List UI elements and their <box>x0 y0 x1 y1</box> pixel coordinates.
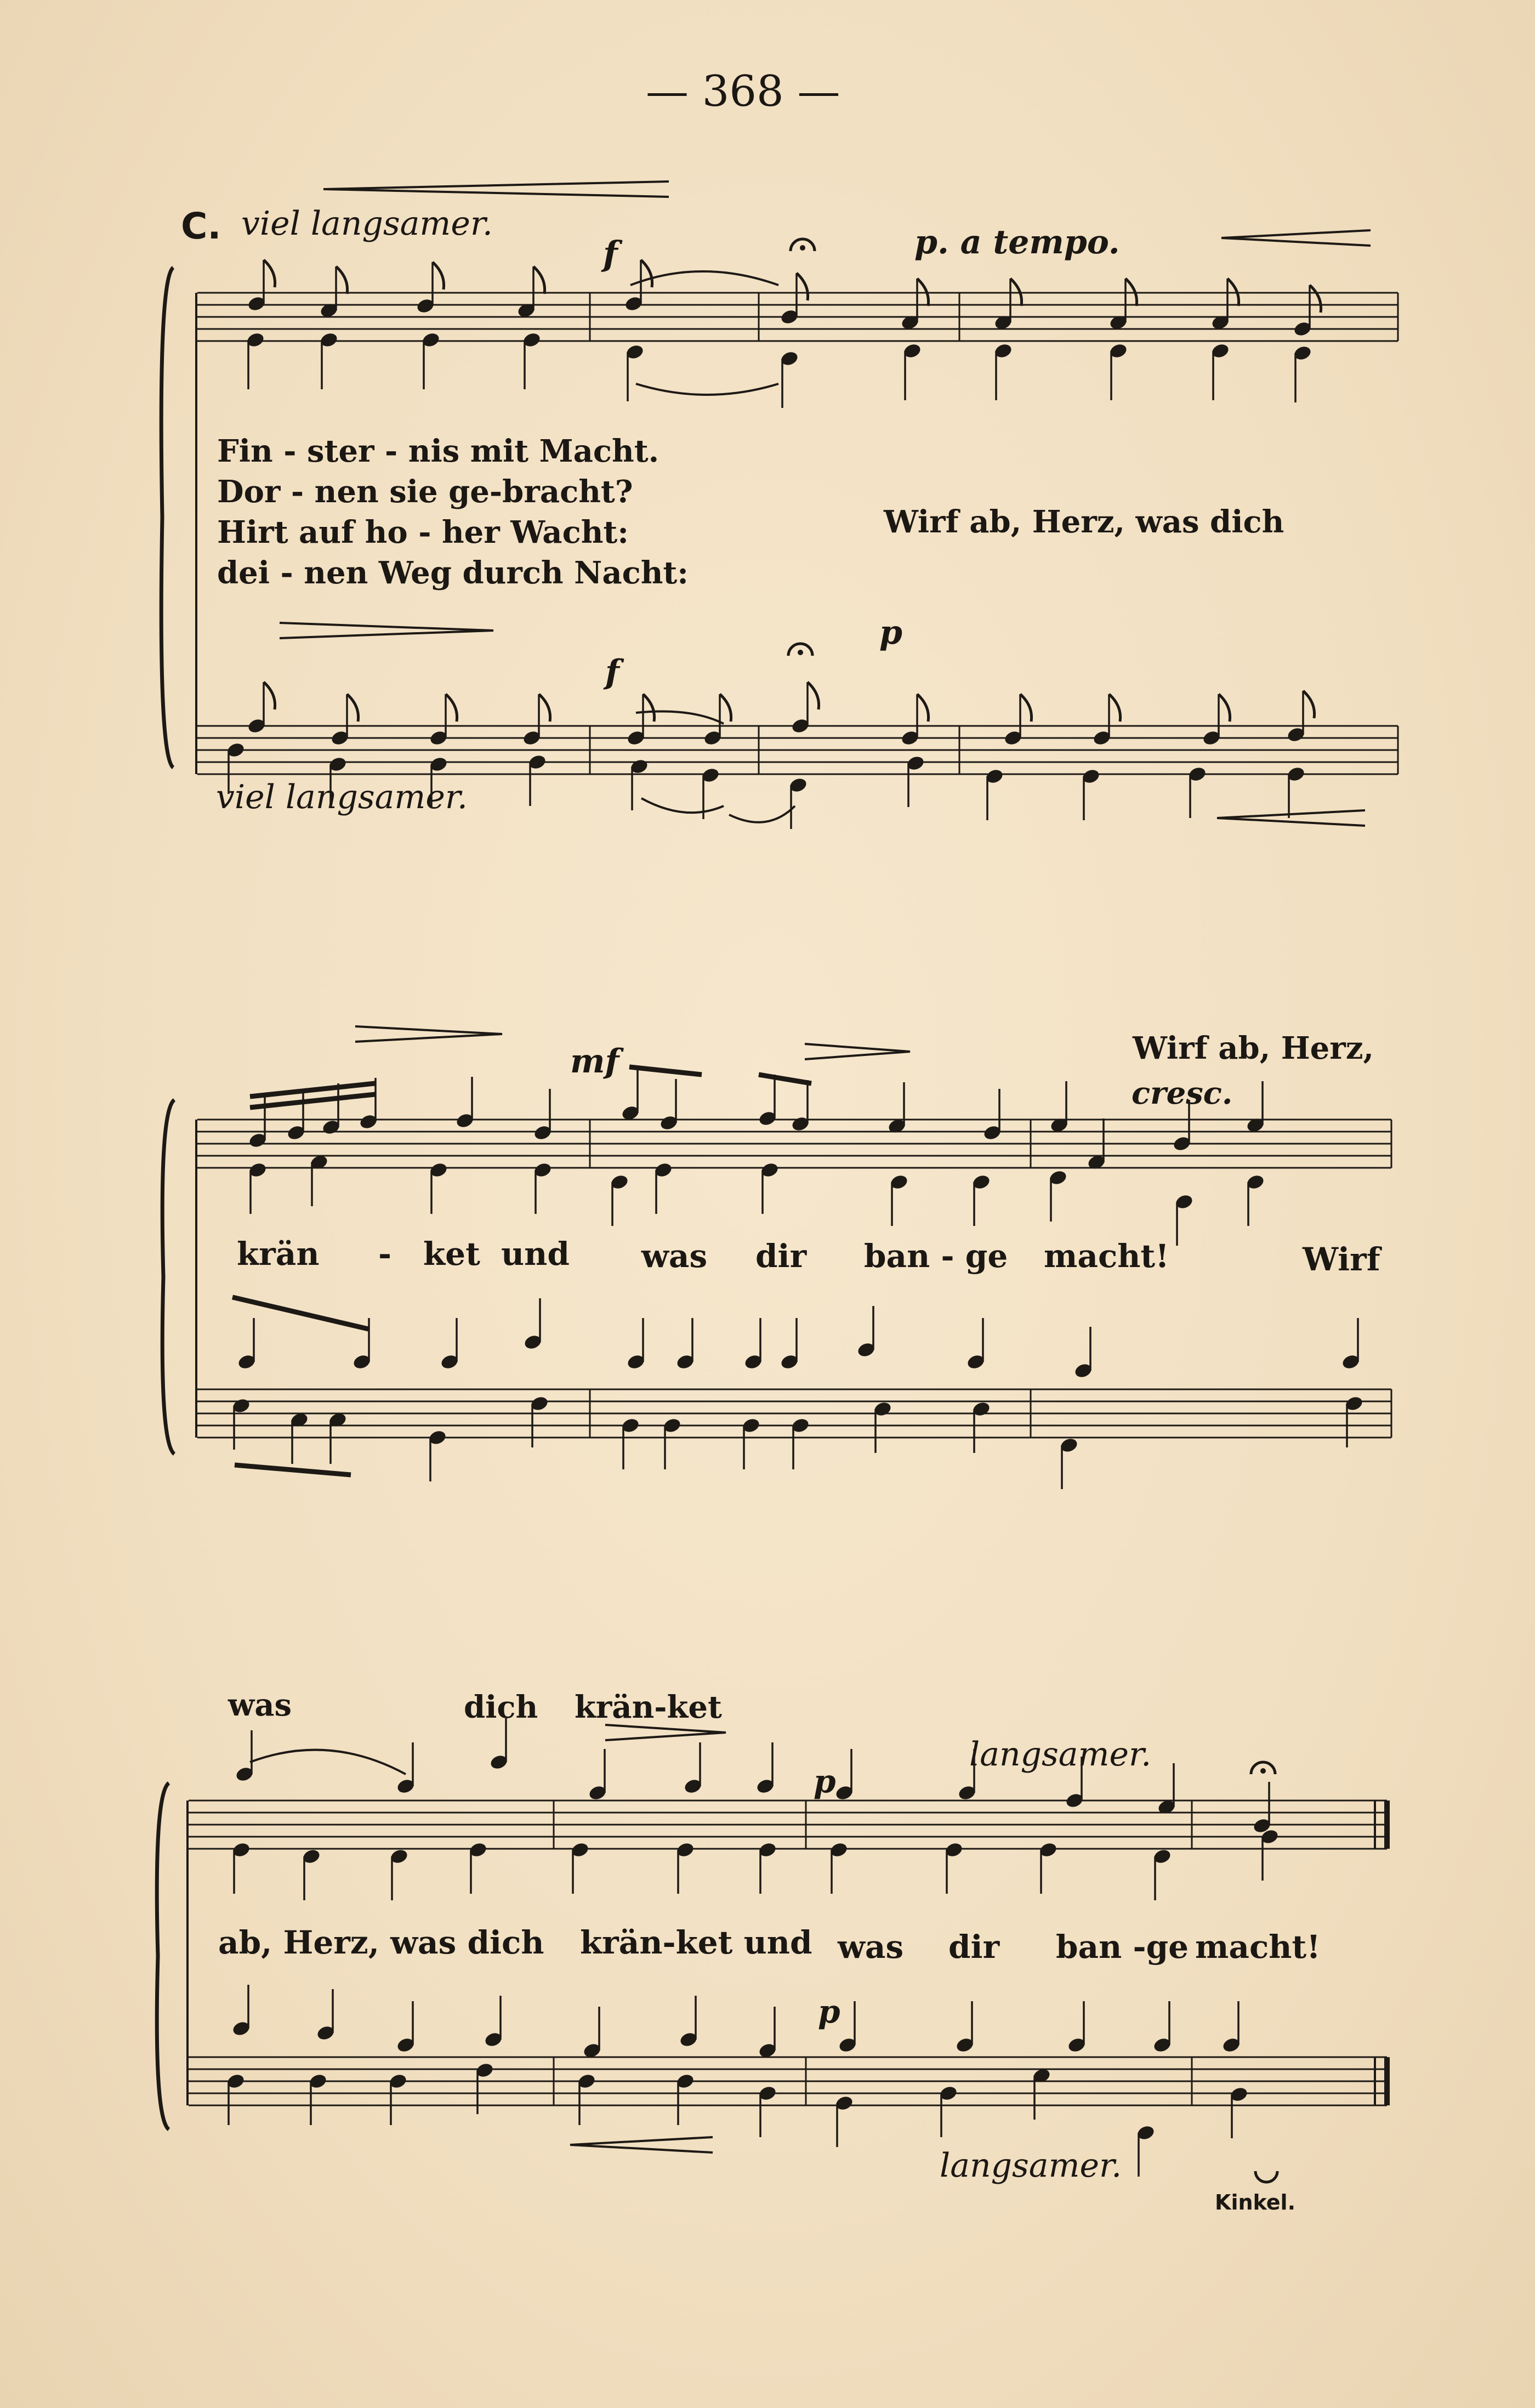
slur <box>636 384 778 395</box>
note-flag <box>1109 694 1121 722</box>
tempo-cresc: cresc. <box>1132 1075 1233 1111</box>
fermata-inverted <box>1255 2171 1277 2182</box>
lyric-dir-2: dir <box>948 1928 1000 1966</box>
note-flag <box>1020 694 1032 722</box>
note-flag <box>1303 691 1315 718</box>
hairpin-decrescendo <box>805 1044 910 1059</box>
lyric-above-was: was <box>228 1687 292 1723</box>
dynamic-piano-bass-system3: p <box>818 1993 840 2030</box>
verse-line: Fin - ster - nis mit Macht. <box>217 433 660 469</box>
author-signature: Kinkel. <box>1215 2190 1296 2214</box>
fermata-dot <box>798 650 803 655</box>
lyric-dir: dir <box>755 1237 807 1275</box>
lyric-macht: macht! <box>1044 1237 1169 1275</box>
dynamic-mezzoforte: mf <box>570 1042 619 1081</box>
lyric-wirf: Wirf <box>1303 1241 1380 1278</box>
tempo-langsamer-bottom: langsamer. <box>940 2146 1122 2185</box>
dynamic-piano: p <box>879 614 902 652</box>
lyric-was: was <box>641 1237 708 1275</box>
tempo-viel-langsamer-bottom: viel langsamer. <box>216 778 468 816</box>
hairpin-crescendo <box>570 2137 713 2153</box>
dynamic-forte: f <box>603 234 618 274</box>
beam <box>759 1075 811 1083</box>
note-flag <box>533 266 545 294</box>
verse-line: Hirt auf ho - her Wacht: <box>217 514 629 550</box>
note-flag <box>1310 285 1321 313</box>
fermata-dot <box>1260 1768 1266 1774</box>
beam <box>629 1067 702 1075</box>
lyric-above-kraenket: krän-ket <box>575 1689 722 1725</box>
system-brace <box>157 1783 169 2129</box>
hairpin-decrescendo <box>355 1026 502 1042</box>
beam <box>232 1297 368 1329</box>
lyric-und: und <box>501 1235 570 1273</box>
note-flag <box>433 262 444 289</box>
refrain-lyrics: Wirf ab, Herz, was dich <box>884 504 1284 540</box>
note-flag <box>347 694 359 722</box>
hairpin-crescendo <box>1221 230 1371 246</box>
dynamic-piano-system3: p <box>814 1763 836 1800</box>
lyric-above-dich: dich <box>464 1689 538 1725</box>
note-flag <box>643 694 655 722</box>
tempo-viel-langsamer-top: viel langsamer. <box>241 205 493 243</box>
lyrics-above-wirf-ab-herz: Wirf ab, Herz, <box>1133 1030 1374 1066</box>
verse-line: dei - nen Weg durch Nacht: <box>217 555 689 591</box>
verse-line: Dor - nen sie ge-bracht? <box>217 474 633 510</box>
lyric-bange: ban - ge <box>864 1237 1008 1275</box>
lyric-ket: ket <box>423 1235 480 1273</box>
system-brace <box>162 1100 174 1454</box>
note-flag <box>641 260 652 287</box>
slur <box>729 806 795 822</box>
lyric-bange-2: ban -ge <box>1056 1928 1189 1966</box>
lyric-macht-2: macht! <box>1195 1928 1321 1966</box>
beam <box>235 1465 351 1475</box>
note-flag <box>797 273 808 300</box>
hairpin-crescendo <box>323 181 669 197</box>
slur <box>641 798 724 813</box>
lyric-ab-herz-was-dich: ab, Herz, was dich <box>218 1924 544 1961</box>
hairpin-decrescendo <box>605 1725 726 1740</box>
note-flag <box>917 694 929 722</box>
note-flag <box>539 694 550 722</box>
dynamic-forte-lower: f <box>605 653 619 691</box>
note-flag <box>808 682 819 709</box>
tempo-langsamer-top: langsamer. <box>969 1735 1152 1774</box>
note-flag <box>446 694 457 722</box>
lyric-kraen: krän <box>237 1235 320 1273</box>
fermata-dot <box>800 245 805 251</box>
note-flag <box>264 682 275 709</box>
page-number: — 368 — <box>646 67 840 116</box>
hairpin-crescendo <box>1217 810 1365 826</box>
section-label: C. <box>181 205 221 247</box>
lyric-kraenket-und: krän-ket und <box>580 1924 812 1961</box>
note-flag <box>264 260 275 287</box>
lyric-hyphen: - <box>378 1235 392 1273</box>
note-flag <box>1219 694 1230 722</box>
tempo-a-tempo: p. a tempo. <box>914 223 1120 262</box>
slur <box>250 1750 406 1774</box>
note-flag <box>720 694 731 722</box>
note-flag <box>336 266 348 294</box>
slur <box>636 712 724 724</box>
system-brace <box>161 268 173 768</box>
lyric-was-2: was <box>838 1928 904 1966</box>
hairpin-decrescendo <box>280 623 493 638</box>
